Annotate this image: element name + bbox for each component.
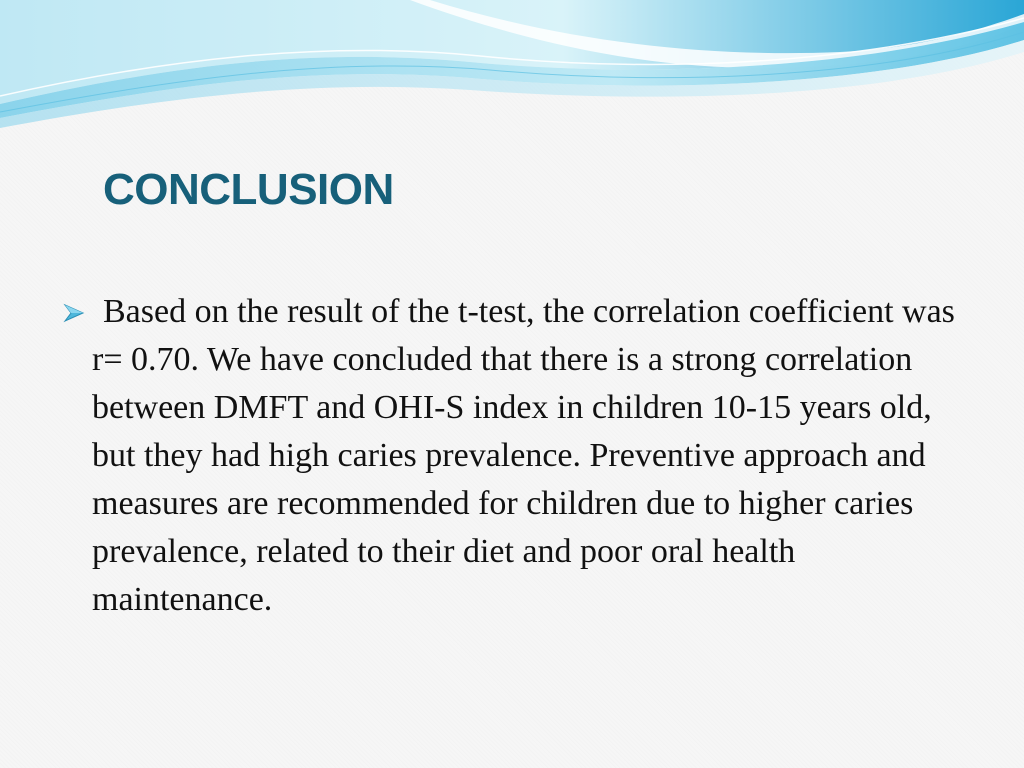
bullet-list — [62, 288, 962, 624]
slide-title: CONCLUSION — [103, 165, 394, 214]
wave-header-decoration — [0, 0, 1024, 130]
arrow-bullet-icon — [62, 302, 88, 324]
bullet-item — [62, 288, 962, 624]
bullet-text: Based on the result of the t-test, the correlation coefficient was r= 0.70. We have concluded that there is a strong correlation between DMFT and OHI-S index in children 10-15 years old, but they had high caries prevalence. Preventive approach and measures are recommended for children due to higher caries prevalence, related to their diet and poor oral health maintenance. — [92, 293, 955, 618]
